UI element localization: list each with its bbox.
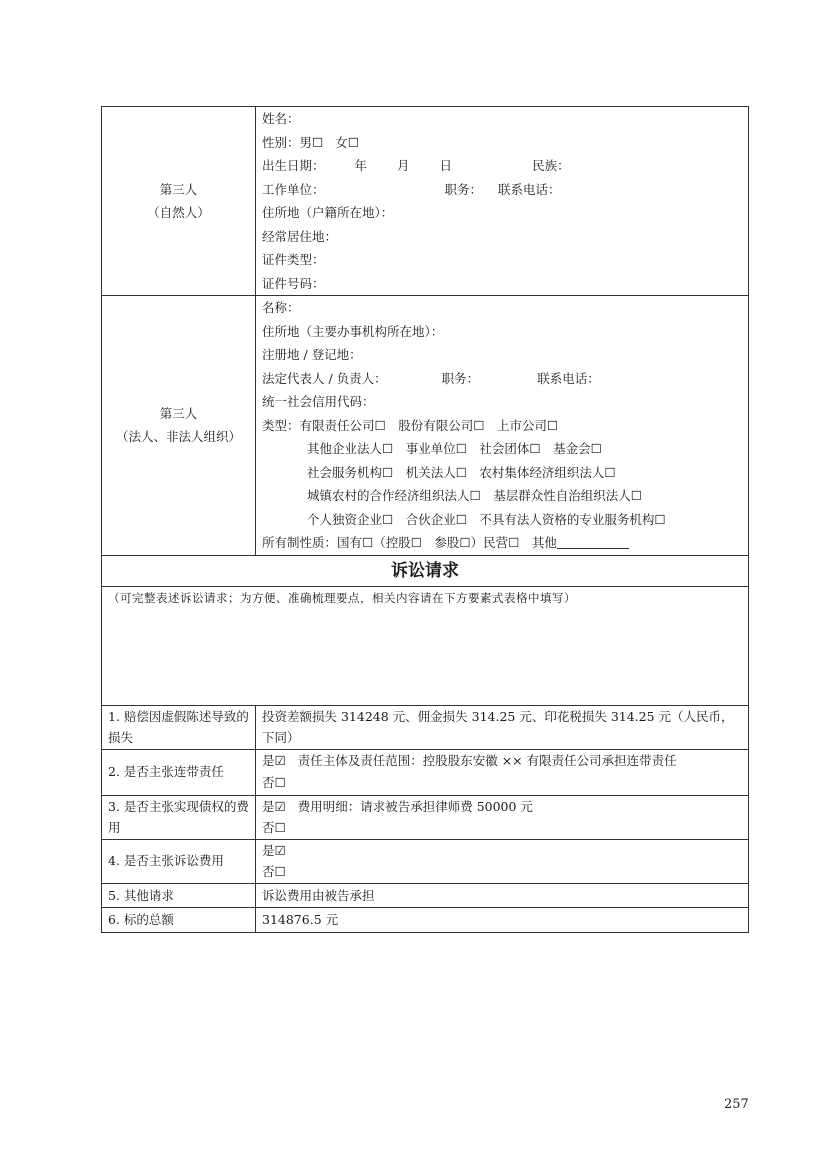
claim-label-1: 1. 赔偿因虚假陈述导致的损失 [102, 705, 256, 749]
claim-row-5 [102, 883, 749, 908]
birth-field [262, 154, 742, 178]
claims-section-title: 诉讼请求 [102, 555, 749, 586]
claim-row-1 [102, 705, 749, 749]
natural-person-label [102, 107, 256, 296]
birth-label: 出生日期： [262, 158, 325, 173]
claim-content-3 [256, 795, 749, 839]
claim-row-2 [102, 749, 749, 795]
claim-row-4 [102, 839, 749, 883]
ownership-row [262, 531, 742, 555]
fees-yes [262, 796, 742, 818]
work-row [262, 178, 742, 202]
representative-field: 法定代表人 / 负责人： [262, 370, 387, 386]
joint-liability-yes-checkbox[interactable]: 是☑ [262, 752, 286, 768]
birth-month: 月 [397, 158, 410, 173]
claim-row-6 [102, 908, 749, 933]
claim-content-5: 诉讼费用由被告承担 [256, 883, 749, 908]
gender-female-checkbox[interactable]: 女☐ [335, 134, 359, 150]
ownership-field: 所有制性质：国有☐（控股☐ 参股☐）民营☐ 其他 [262, 535, 557, 550]
org-type-line4: 城镇农村的合作经济组织法人☐ 基层群众性自治组织法人☐ [307, 488, 642, 503]
legal-person-row [102, 296, 749, 556]
credit-code-field: 统一社会信用代码： [262, 394, 375, 409]
page-number: 257 [724, 1097, 749, 1112]
residence-field: 经常居住地： [262, 228, 338, 244]
birth-year: 年 [354, 158, 368, 173]
legal-person-fields [256, 296, 749, 556]
natural-person-row [102, 107, 749, 296]
joint-liability-no-checkbox[interactable]: 否☐ [262, 775, 286, 790]
claim-content-6: 314876.5 元 [256, 908, 749, 933]
position-field: 职务： [444, 181, 483, 197]
gender-male-checkbox[interactable]: 男☐ [299, 134, 324, 150]
org-type-line1: 类型：有限责任公司☐ 股份有限公司☐ 上市公司☐ [262, 417, 559, 433]
natural-person-fields [256, 107, 749, 296]
org-domicile-field: 住所地（主要办事机构所在地）： [262, 323, 444, 339]
claim-row-3 [102, 795, 749, 839]
ownership-other-blank[interactable] [557, 534, 629, 549]
claim-label-5: 5. 其他请求 [102, 883, 256, 908]
claim-content-4 [256, 839, 749, 883]
claims-note-row [102, 586, 749, 705]
litigation-fees-yes-checkbox[interactable]: 是☑ [262, 842, 286, 858]
fees-detail: 费用明细：请求被告承担律师费 50000 元 [297, 798, 533, 814]
ethnicity-field: 民族： [532, 158, 570, 173]
org-position-field: 职务： [441, 370, 480, 386]
claim-label-2: 2. 是否主张连带责任 [102, 749, 256, 795]
org-type-line5: 个人独资企业☐ 合伙企业☐ 不具有法人资格的专业服务机构☐ [307, 511, 666, 527]
org-type-line3: 社会服务机构☐ 机关法人☐ 农村集体经济组织法人☐ [307, 464, 616, 480]
litigation-fees-no-checkbox[interactable]: 否☐ [262, 864, 286, 879]
legal-person-label-line1: 第三人 [159, 405, 198, 421]
name-field: 姓名： [262, 111, 300, 126]
work-unit-field: 工作单位： [262, 181, 325, 197]
registration-field: 注册地 / 登记地： [262, 347, 362, 362]
phone-field: 联系电话： [498, 181, 561, 197]
fees-no-checkbox[interactable]: 否☐ [262, 820, 286, 835]
org-phone-field: 联系电话： [537, 370, 600, 386]
claims-note: （可完整表述诉讼请求；为方便、准确梳理要点，相关内容请在下方要素式表格中填写） [102, 586, 749, 705]
claim-label-6: 6. 标的总额 [102, 908, 256, 933]
legal-person-label-line2: （法人、非法人组织） [115, 429, 241, 445]
org-name-field: 名称： [262, 300, 300, 315]
claim-label-4: 4. 是否主张诉讼费用 [102, 839, 256, 883]
complaint-form-table [101, 106, 749, 933]
id-number-field: 证件号码： [262, 275, 325, 291]
claim-content-2 [256, 749, 749, 795]
representative-row [262, 367, 742, 391]
org-type-line2: 其他企业法人☐ 事业单位☐ 社会团体☐ 基金会☐ [307, 441, 602, 456]
id-type-field: 证件类型： [262, 252, 325, 267]
gender-label: 性别： [262, 134, 300, 150]
joint-liability-detail: 责任主体及责任范围：控股股东安徽 ×× 有限责任公司承担连带责任 [297, 752, 677, 768]
domicile-field: 住所地（户籍所在地）： [262, 205, 394, 220]
natural-person-label-line1: 第三人 [159, 181, 198, 197]
claim-content-1: 投资差额损失 314248 元、佣金损失 314.25 元、印花税损失 314.25 元（人民币，下同） [256, 705, 749, 749]
legal-person-label [102, 296, 256, 556]
claim-label-3: 3. 是否主张实现债权的费用 [102, 795, 256, 839]
natural-person-label-line2: （自然人） [147, 205, 210, 220]
claims-title-row [102, 555, 749, 586]
birth-day: 日 [439, 158, 453, 173]
joint-liability-yes [262, 750, 742, 772]
fees-yes-checkbox[interactable]: 是☑ [262, 798, 286, 814]
gender-field [262, 131, 742, 155]
